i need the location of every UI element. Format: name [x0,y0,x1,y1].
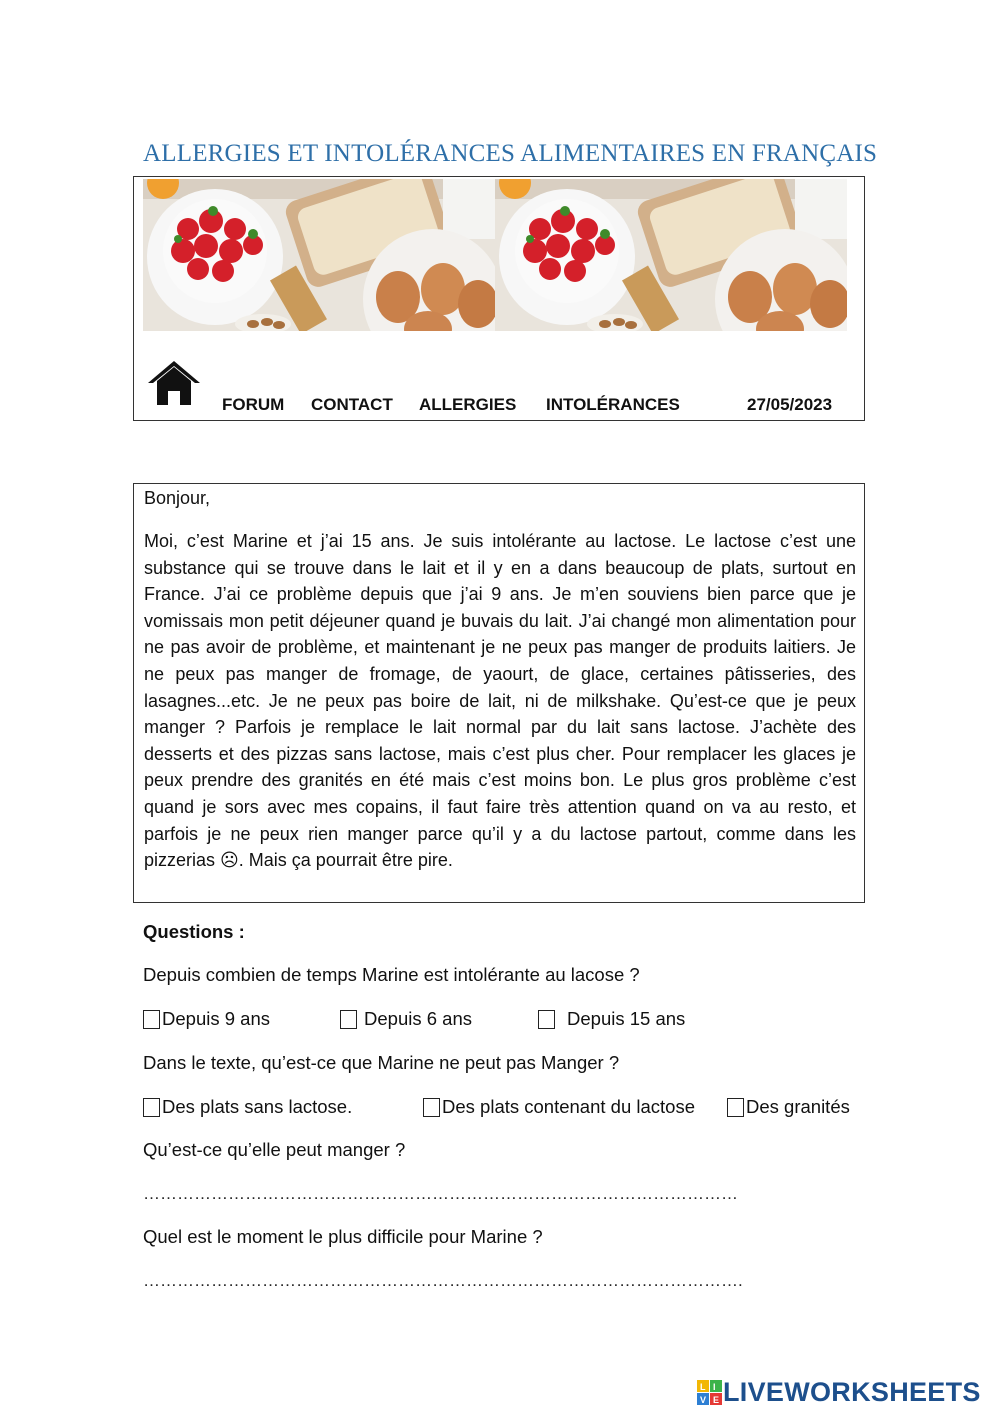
page-title: ALLERGIES ET INTOLÉRANCES ALIMENTAIRES EN FRANÇAIS [143,140,878,167]
checkbox[interactable] [143,1010,160,1029]
q1-option-1[interactable] [143,1008,270,1030]
q2-option-2[interactable] [423,1096,695,1118]
food-photo [495,179,847,331]
checkbox[interactable] [538,1010,555,1029]
q2-option-1[interactable] [143,1096,352,1118]
option-label: Des plats sans lactose. [162,1096,353,1117]
option-label: Depuis 15 ans [567,1008,686,1029]
question-1: Depuis combien de temps Marine est intolérante au lacose ? [143,964,640,985]
checkbox[interactable] [423,1098,440,1117]
nav-allergies[interactable]: ALLERGIES [419,395,517,414]
checkbox[interactable] [727,1098,744,1117]
liveworksheets-logo [697,1377,981,1408]
q4-answer-field[interactable]: ……………………………………………………………………………………………. [143,1271,743,1290]
checkbox[interactable] [340,1010,357,1029]
brand-name: LIVEWORKSHEETS [723,1377,981,1407]
svg-text:L: L [700,1381,706,1392]
option-label: Des granités [746,1096,850,1117]
food-photo [143,179,495,331]
option-label: Depuis 9 ans [162,1008,270,1029]
q3-answer-field[interactable]: …………………………………………………………………………………………… [143,1184,738,1203]
svg-text:E: E [713,1394,720,1405]
liveworksheets-icon [697,1380,723,1406]
q1-option-2[interactable] [340,1008,472,1030]
svg-text:V: V [700,1394,707,1405]
option-label: Des plats contenant du lactose [442,1096,695,1117]
reading-paragraph: Moi, c’est Marine et j’ai 15 ans. Je suis intolérante au lactose. Le lactose c’est une substance qui se trouve dans le lait et il y en a dans beaucoup de plats, surtout en France. J’ai ce problème depuis que j’ai 9 ans. Je m’en souviens bien parce que je vomissais mon petit déjeuner quand je buvais du lait. J’ai changé mon alimentation pour ne pas avoir de problème, et maintenant je ne peux pas manger de produits laitiers. Je ne peux pas manger de fromage, de yaourt, de glace, certaines pâtisseries, des lasagnes...etc. Je ne peux pas boire de lait, ni de milkshake. Qu’est-ce que je peux manger ? Parfois je remplace le lait normal par du lait sans lactose. J’achète des desserts et des pizzas sans lactose, mais c’est plus cher. Pour remplacer les glaces je peux prendre des granités en été mais c’est moins bon. Le plus gros problème c’est quand je sors avec mes copains, il faut faire très attention quand on va au resto, et parfois je ne peux rien manger parce qu’il y a du lactose partout, comme dans les pizzerias ☹. Mais ça pourrait être pire. [144,531,856,871]
option-label: Depuis 6 ans [364,1008,472,1029]
home-icon[interactable] [147,359,201,412]
nav-date: 27/05/2023 [747,395,833,414]
svg-text:I: I [713,1381,716,1392]
checkbox[interactable] [143,1098,160,1117]
q2-option-3[interactable] [727,1096,850,1118]
nav-contact[interactable]: CONTACT [311,395,393,414]
greeting: Bonjour, [144,488,211,508]
text-panel [133,483,865,903]
nav-intolerances[interactable]: INTOLÉRANCES [546,395,680,414]
banner-image [143,179,847,331]
question-3: Qu’est-ce qu’elle peut manger ? [143,1139,406,1160]
questions-heading: Questions : [143,921,245,942]
nav-forum[interactable]: FORUM [222,395,285,414]
q1-option-3[interactable] [538,1008,685,1030]
header-panel [133,176,865,421]
question-4: Quel est le moment le plus difficile pour Marine ? [143,1226,543,1247]
question-2: Dans le texte, qu’est-ce que Marine ne peut pas Manger ? [143,1052,620,1073]
